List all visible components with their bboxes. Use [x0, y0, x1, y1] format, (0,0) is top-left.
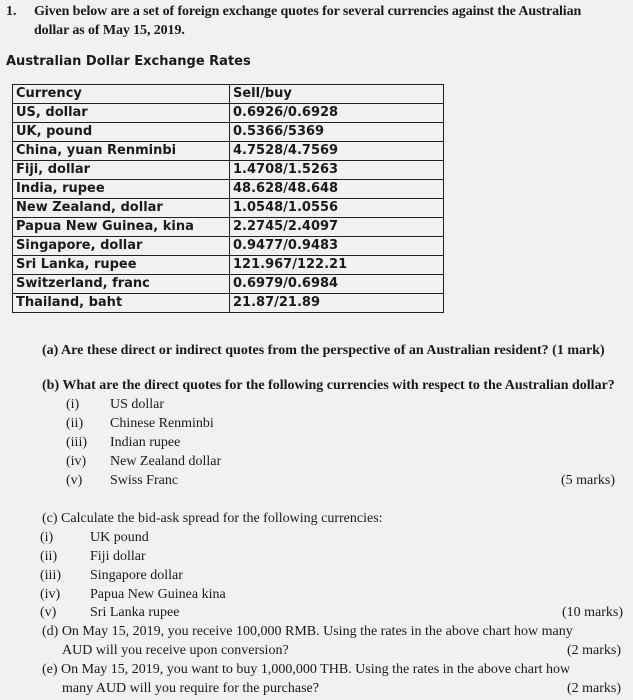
list-item-number: (iii) — [40, 568, 61, 583]
currency-cell: UK, pound — [13, 123, 230, 142]
list-item-number: (i) — [66, 397, 80, 412]
list-item-label: Sri Lanka rupee — [90, 605, 180, 620]
currency-cell: Sri Lanka, rupee — [13, 256, 230, 275]
table-row — [13, 104, 444, 123]
part-e-marks: (2 marks) — [566, 681, 621, 696]
table-header-row — [13, 85, 444, 104]
rate-cell: 0.6926/0.6928 — [230, 104, 444, 123]
part-e-question-line1: (e) On May 15, 2019, you want to buy 1,000,000 THB. Using the rates in the above chart how — [42, 662, 571, 677]
list-item-label: Papua New Guinea kina — [90, 587, 226, 602]
table-row — [13, 275, 444, 294]
part-d-question-line2: AUD will you receive upon conversion? — [62, 643, 289, 658]
rate-cell: 48.628/48.648 — [230, 180, 444, 199]
table-row — [13, 256, 444, 275]
question-intro-line2: dollar as of May 15, 2019. — [34, 23, 185, 38]
table-row — [13, 294, 444, 313]
currency-cell: Switzerland, franc — [13, 275, 230, 294]
exchange-rates-table — [12, 84, 444, 313]
header-currency: Currency — [13, 85, 230, 104]
list-item-number: (iv) — [66, 454, 87, 469]
table-row — [13, 199, 444, 218]
list-item-label: Indian rupee — [110, 435, 181, 450]
currency-cell: Fiji, dollar — [13, 161, 230, 180]
part-a-question: (a) Are these direct or indirect quotes from the perspective of an Australian resident? (1 mark) — [42, 343, 605, 358]
table-title: Australian Dollar Exchange Rates — [6, 54, 251, 69]
list-item-label: Swiss Franc — [110, 473, 179, 488]
rate-cell: 2.2745/2.4097 — [230, 218, 444, 237]
list-item-number: (v) — [40, 605, 57, 620]
table-row — [13, 161, 444, 180]
part-c-marks: (10 marks) — [561, 605, 623, 620]
list-item-number: (ii) — [66, 416, 84, 431]
currency-cell: Papua New Guinea, kina — [13, 218, 230, 237]
rate-cell: 0.5366/5369 — [230, 123, 444, 142]
list-item-label: Fiji dollar — [90, 549, 146, 564]
rate-cell: 21.87/21.89 — [230, 294, 444, 313]
table-row — [13, 142, 444, 161]
list-item-number: (v) — [66, 473, 83, 488]
header-sell-buy: Sell/buy — [230, 85, 444, 104]
rate-cell: 121.967/122.21 — [230, 256, 444, 275]
rate-cell: 0.9477/0.9483 — [230, 237, 444, 256]
rate-cell: 4.7528/4.7569 — [230, 142, 444, 161]
list-item-number: (iv) — [40, 587, 61, 602]
question-number: 1. — [6, 4, 17, 19]
part-b-question: (b) What are the direct quotes for the following currencies with respect to the Australian dollar? — [42, 378, 615, 393]
list-item-label: Chinese Renminbi — [110, 416, 214, 431]
part-d-question-line1: (d) On May 15, 2019, you receive 100,000 RMB. Using the rates in the above chart how many — [42, 624, 573, 639]
table-row — [13, 218, 444, 237]
list-item-label: US dollar — [110, 397, 165, 412]
list-item-number: (i) — [40, 530, 54, 545]
list-item-number: (ii) — [40, 549, 58, 564]
table-row — [13, 123, 444, 142]
list-item-label: New Zealand dollar — [110, 454, 222, 469]
list-item-label: UK pound — [90, 530, 149, 545]
currency-cell: New Zealand, dollar — [13, 199, 230, 218]
part-e-question-line2: many AUD will you require for the purchase? — [62, 681, 319, 696]
part-b-marks: (5 marks) — [560, 473, 615, 488]
currency-cell: China, yuan Renminbi — [13, 142, 230, 161]
part-d-marks: (2 marks) — [566, 643, 621, 658]
currency-cell: Singapore, dollar — [13, 237, 230, 256]
currency-cell: Thailand, baht — [13, 294, 230, 313]
currency-cell: US, dollar — [13, 104, 230, 123]
list-item-label: Singapore dollar — [90, 568, 183, 583]
table-row — [13, 237, 444, 256]
rate-cell: 1.0548/1.0556 — [230, 199, 444, 218]
rate-cell: 1.4708/1.5263 — [230, 161, 444, 180]
part-c-question: (c) Calculate the bid-ask spread for the following currencies: — [42, 511, 383, 526]
list-item-number: (iii) — [66, 435, 87, 450]
rate-cell: 0.6979/0.6984 — [230, 275, 444, 294]
question-intro-line1: Given below are a set of foreign exchange quotes for several currencies against the Australian — [34, 4, 582, 19]
table-row — [13, 180, 444, 199]
currency-cell: India, rupee — [13, 180, 230, 199]
